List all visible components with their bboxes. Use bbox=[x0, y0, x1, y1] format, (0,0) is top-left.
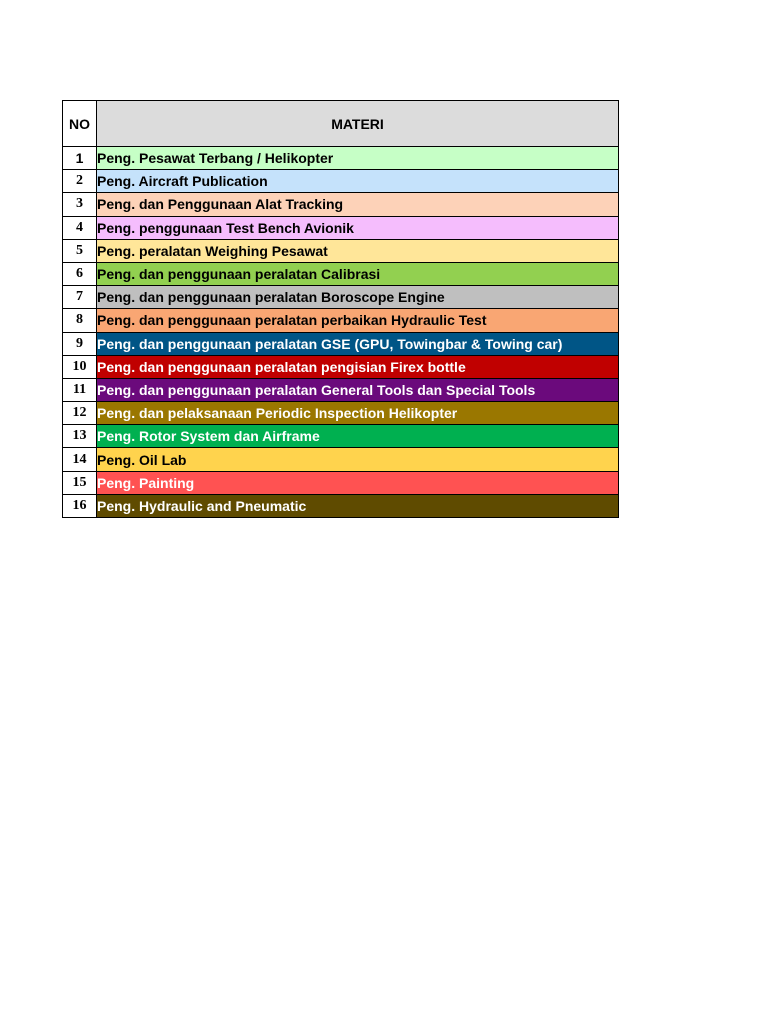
row-number: 13 bbox=[63, 425, 97, 448]
row-materi: Peng. Aircraft Publication bbox=[97, 170, 619, 193]
table-row bbox=[63, 402, 619, 425]
table-row bbox=[63, 216, 619, 239]
table-row bbox=[63, 378, 619, 401]
table-row bbox=[63, 332, 619, 355]
row-number: 12 bbox=[63, 402, 97, 425]
table-row bbox=[63, 286, 619, 309]
header-no: NO bbox=[63, 101, 97, 147]
row-number: 6 bbox=[63, 262, 97, 285]
row-number: 2 bbox=[63, 170, 97, 193]
row-materi: Peng. Pesawat Terbang / Helikopter bbox=[97, 147, 619, 170]
row-number: 9 bbox=[63, 332, 97, 355]
row-number: 3 bbox=[63, 193, 97, 216]
row-number: 10 bbox=[63, 355, 97, 378]
table-row bbox=[63, 425, 619, 448]
row-materi: Peng. dan Penggunaan Alat Tracking bbox=[97, 193, 619, 216]
table-row bbox=[63, 239, 619, 262]
row-materi: Peng. Hydraulic and Pneumatic bbox=[97, 494, 619, 517]
table-row bbox=[63, 170, 619, 193]
row-materi: Peng. dan penggunaan peralatan General Tools dan Special Tools bbox=[97, 378, 619, 401]
table-row bbox=[63, 309, 619, 332]
table-row bbox=[63, 262, 619, 285]
table-row bbox=[63, 193, 619, 216]
row-number: 5 bbox=[63, 239, 97, 262]
table-row bbox=[63, 147, 619, 170]
row-number: 15 bbox=[63, 471, 97, 494]
row-materi: Peng. penggunaan Test Bench Avionik bbox=[97, 216, 619, 239]
row-number: 1 bbox=[63, 147, 97, 170]
row-number: 11 bbox=[63, 378, 97, 401]
table-header-row bbox=[63, 101, 619, 147]
row-number: 16 bbox=[63, 494, 97, 517]
table-row bbox=[63, 471, 619, 494]
row-materi: Peng. dan penggunaan peralatan GSE (GPU, Towingbar & Towing car) bbox=[97, 332, 619, 355]
row-materi: Peng. Rotor System dan Airframe bbox=[97, 425, 619, 448]
table-row bbox=[63, 448, 619, 471]
materi-table bbox=[62, 100, 619, 518]
row-materi: Peng. dan penggunaan peralatan Boroscope Engine bbox=[97, 286, 619, 309]
row-materi: Peng. dan penggunaan peralatan Calibrasi bbox=[97, 262, 619, 285]
row-materi: Peng. peralatan Weighing Pesawat bbox=[97, 239, 619, 262]
row-number: 14 bbox=[63, 448, 97, 471]
table-row bbox=[63, 494, 619, 517]
table-body bbox=[63, 147, 619, 518]
row-materi: Peng. dan penggunaan peralatan pengisian Firex bottle bbox=[97, 355, 619, 378]
row-materi: Peng. dan penggunaan peralatan perbaikan Hydraulic Test bbox=[97, 309, 619, 332]
row-number: 7 bbox=[63, 286, 97, 309]
row-materi: Peng. Oil Lab bbox=[97, 448, 619, 471]
row-materi: Peng. Painting bbox=[97, 471, 619, 494]
table-row bbox=[63, 355, 619, 378]
header-materi: MATERI bbox=[97, 101, 619, 147]
row-number: 8 bbox=[63, 309, 97, 332]
row-number: 4 bbox=[63, 216, 97, 239]
row-materi: Peng. dan pelaksanaan Periodic Inspection Helikopter bbox=[97, 402, 619, 425]
